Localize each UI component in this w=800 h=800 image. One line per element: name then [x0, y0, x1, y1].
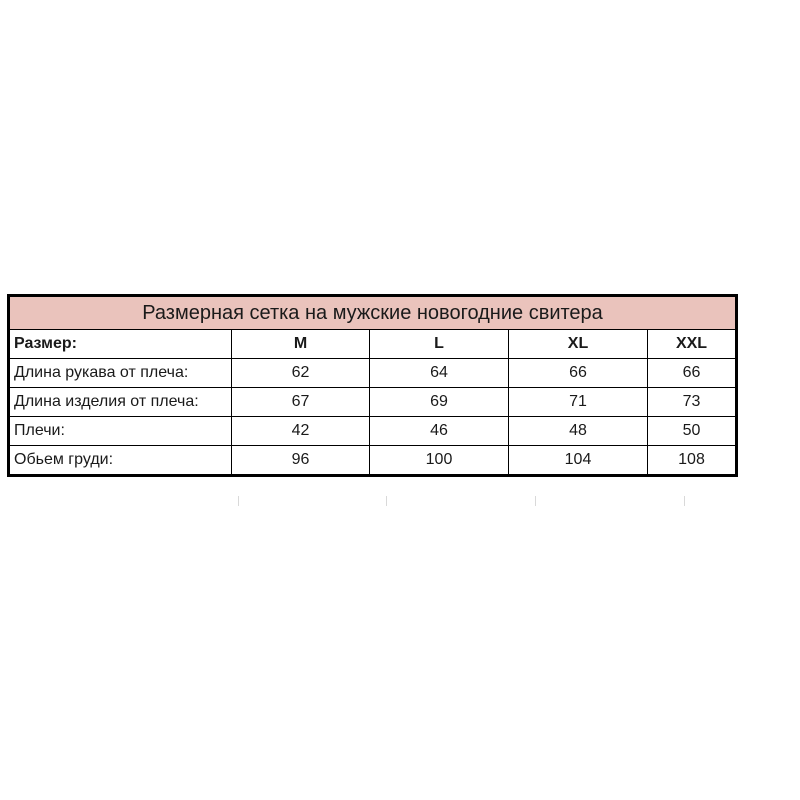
gridline	[386, 496, 387, 506]
table-cell[interactable]: 96	[232, 446, 370, 476]
size-header-label[interactable]: Размер:	[9, 330, 232, 359]
table-cell[interactable]: 48	[509, 417, 648, 446]
table-cell[interactable]: 100	[370, 446, 509, 476]
table-row	[9, 446, 737, 476]
table-row	[9, 417, 737, 446]
table-cell[interactable]: 66	[509, 359, 648, 388]
gridline	[238, 496, 239, 506]
size-header-xxl[interactable]: XXL	[648, 330, 737, 359]
table-title[interactable]: Размерная сетка на мужские новогодние свитера	[9, 296, 737, 330]
table-cell[interactable]: 69	[370, 388, 509, 417]
title-row	[9, 296, 737, 330]
table-cell[interactable]: 50	[648, 417, 737, 446]
gridline	[684, 496, 685, 506]
table-cell[interactable]: 66	[648, 359, 737, 388]
size-header-m[interactable]: M	[232, 330, 370, 359]
table-cell[interactable]: 108	[648, 446, 737, 476]
table-cell[interactable]: 73	[648, 388, 737, 417]
row-label[interactable]: Длина изделия от плеча:	[9, 388, 232, 417]
size-chart-table	[7, 294, 738, 477]
row-label[interactable]: Обьем груди:	[9, 446, 232, 476]
table-cell[interactable]: 67	[232, 388, 370, 417]
size-header-xl[interactable]: XL	[509, 330, 648, 359]
gridline	[535, 496, 536, 506]
row-label[interactable]: Плечи:	[9, 417, 232, 446]
size-header-l[interactable]: L	[370, 330, 509, 359]
header-row	[9, 330, 737, 359]
table-cell[interactable]: 71	[509, 388, 648, 417]
table-cell[interactable]: 42	[232, 417, 370, 446]
table-row	[9, 388, 737, 417]
table-cell[interactable]: 46	[370, 417, 509, 446]
row-label[interactable]: Длина рукава от плеча:	[9, 359, 232, 388]
table-cell[interactable]: 104	[509, 446, 648, 476]
table-cell[interactable]: 64	[370, 359, 509, 388]
spreadsheet-area	[0, 294, 800, 506]
table-cell[interactable]: 62	[232, 359, 370, 388]
table-row	[9, 359, 737, 388]
